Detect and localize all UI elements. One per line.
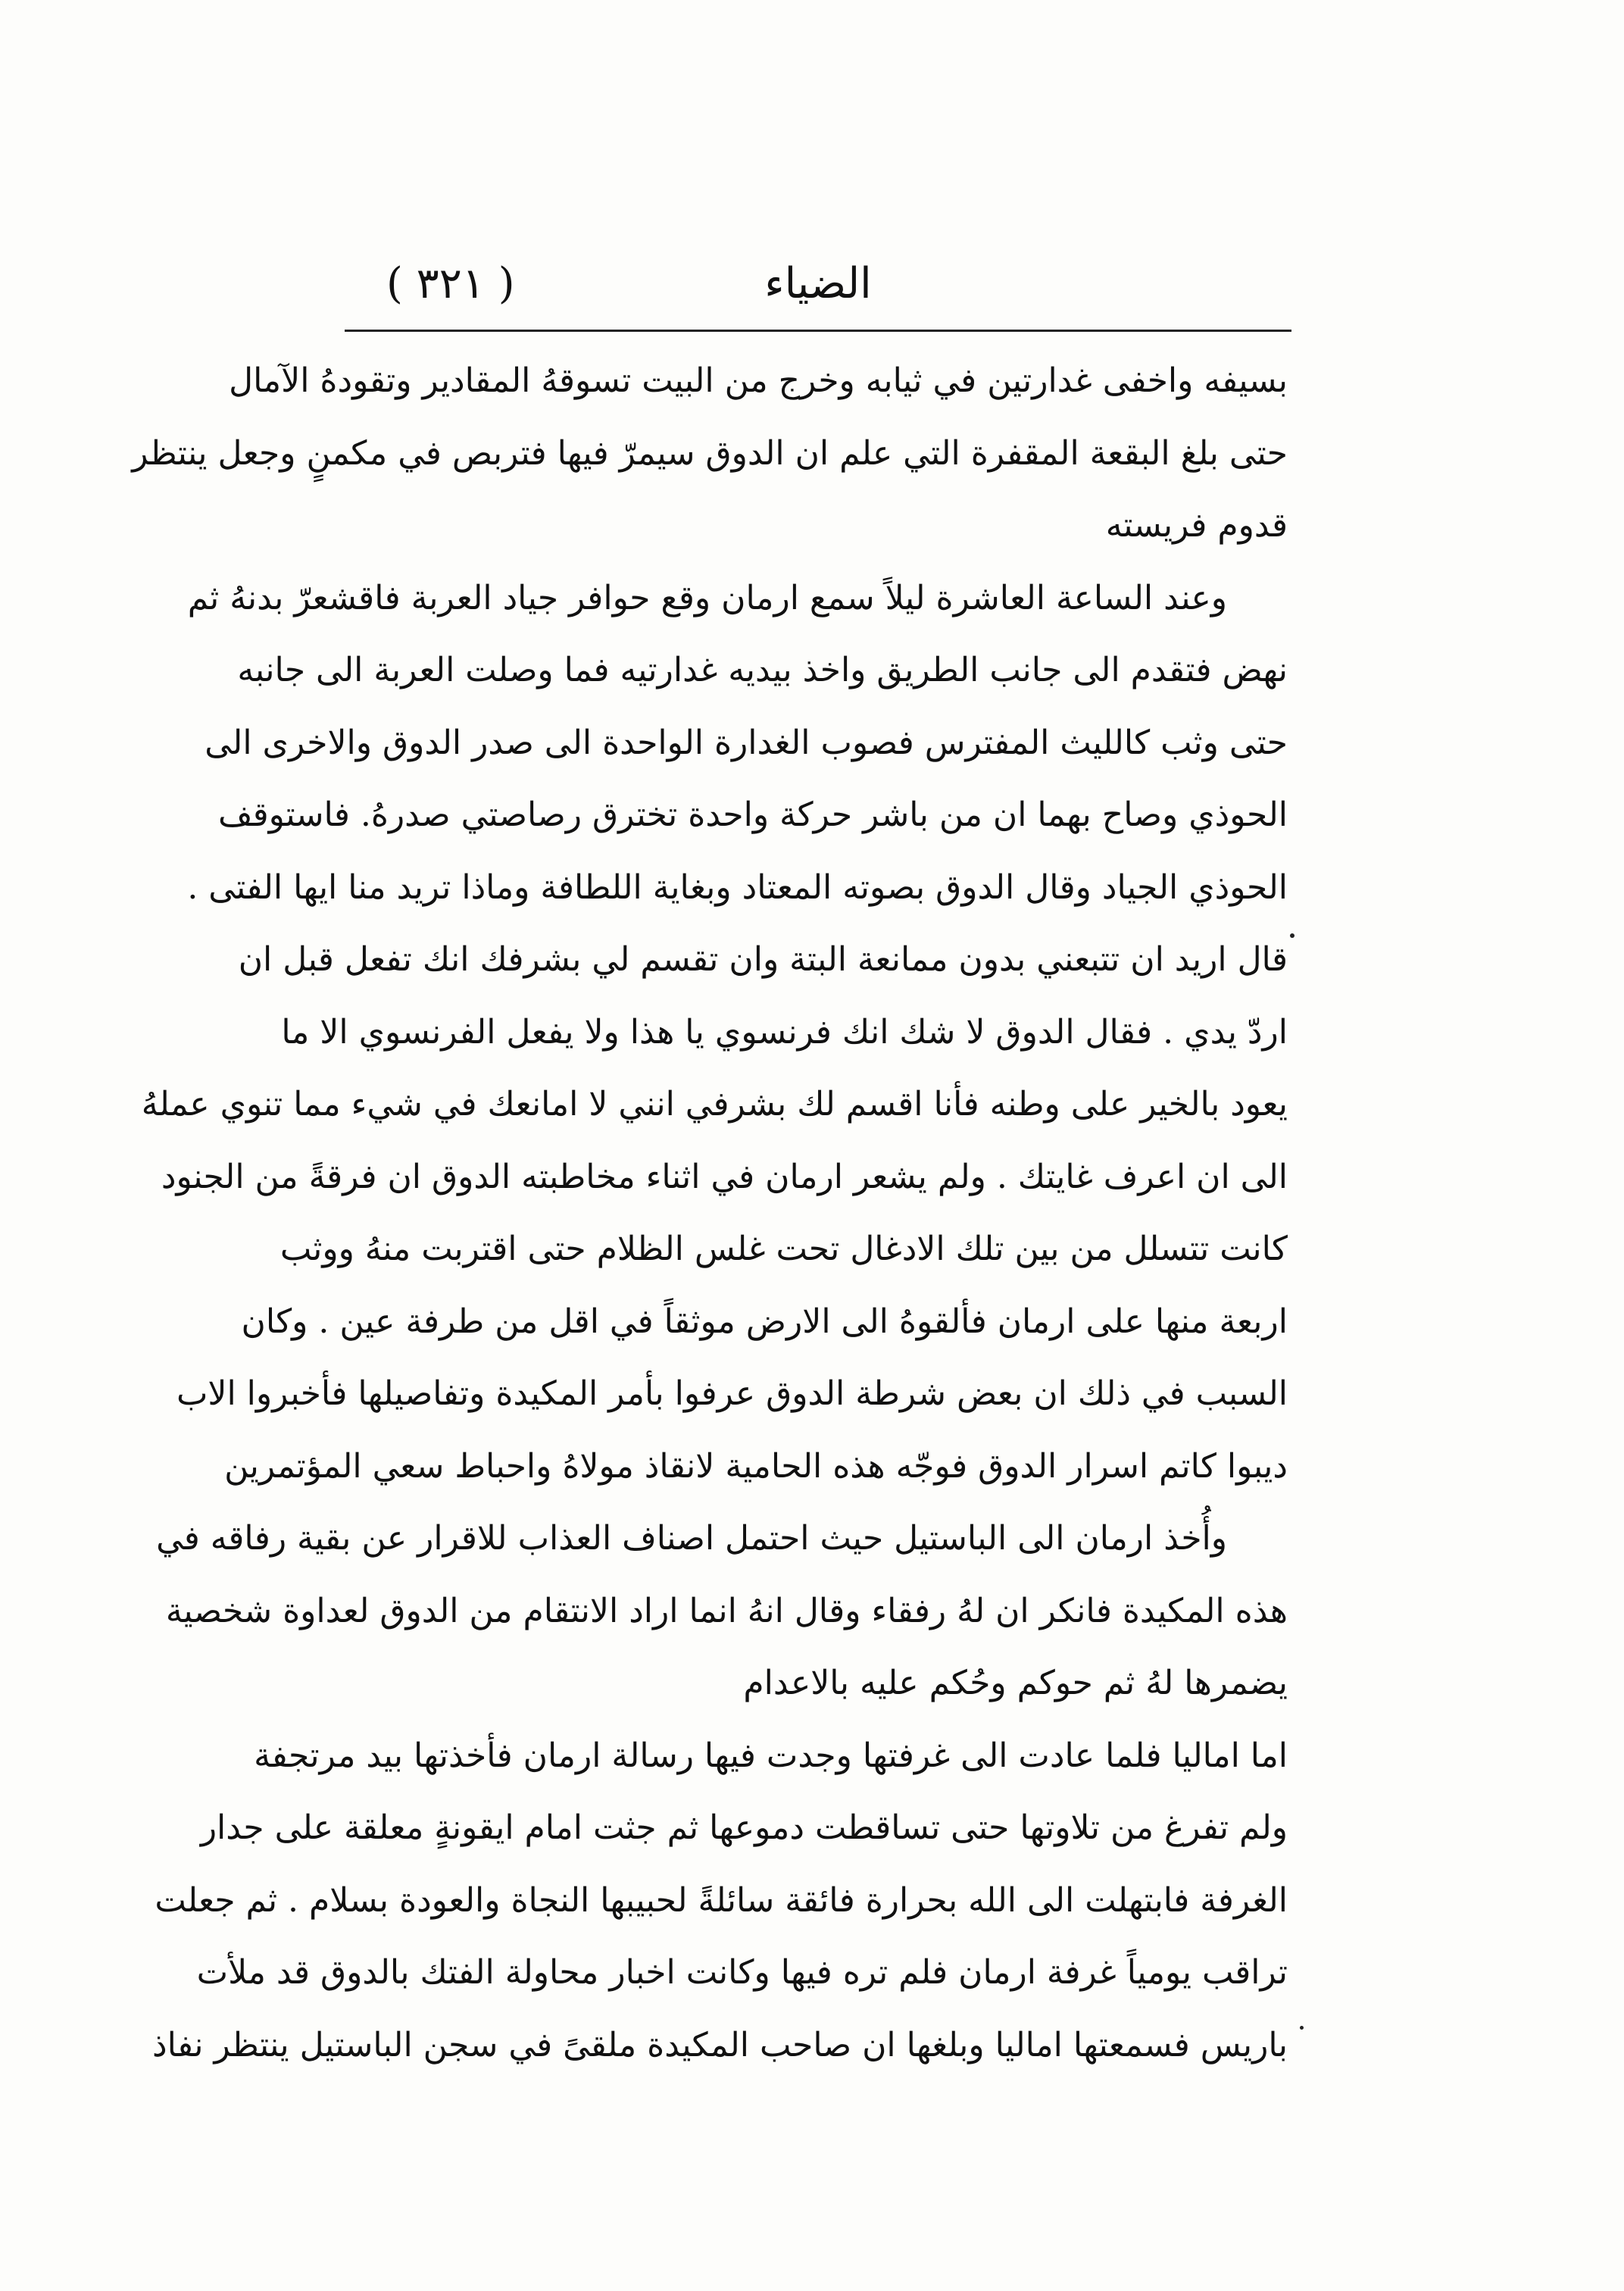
text-line: الحوذي وصاح بهما ان من باشر حركة واحدة تخترق رصاصتي صدرهُ. فاستوقف [218,795,1288,834]
text-line: السبب في ذلك ان بعض شرطة الدوق عرفوا بأمر المكيدة وتفاصيلها فأخبروا الاب [176,1374,1288,1413]
text-line: اما اماليا فلما عادت الى غرفتها وجدت فيها رسالة ارمان فأخذتها بيد مرتجفة [254,1736,1288,1775]
text-line: يعود بالخير على وطنه فأنا اقسم لك بشرفي انني لا امانعك في شيء مما تنوي عملهُ [141,1085,1288,1124]
text-line: وعند الساعة العاشرة ليلاً سمع ارمان وقع حوافر جياد العربة فاقشعرّ بدنهُ ثم [187,578,1227,617]
text-line: يضمرها لهُ ثم حوكم وحُكم عليه بالاعدام [743,1664,1288,1702]
running-title: الضياء [764,259,872,308]
text-line: ولم تفرغ من تلاوتها حتى تساقطت دموعها ثم جثت امام ايقونةٍ معلقة على جدار [200,1808,1288,1847]
text-line: الحوذي الجياد وقال الدوق بصوته المعتاد وبغاية اللطافة وماذا تريد منا ايها الفتى . [187,867,1288,907]
text-line: الغرفة فابتهلت الى الله بحرارة فائقة سائلةً لحبيبها النجاة والعودة بسلام . ثم جعلت [155,1880,1288,1920]
text-line: كانت تتسلل من بين تلك الادغال تحت غلس الظلام حتى اقتربت منهُ ووثب [280,1230,1288,1268]
text-line: نهض فتقدم الى جانب الطريق واخذ بيديه غدارتيه فما وصلت العربة الى جانبه [237,651,1288,689]
page-number: ( ٣٢١ ) [386,259,515,308]
text-line: تراقب يومياً غرفة ارمان فلم تره فيها وكانت اخبار محاولة الفتك بالدوق قد ملأت [196,1953,1288,1992]
text-line: باريس فسمعتها اماليا وبلغها ان صاحب المكيدة ملقىً في سجن الباستيل ينتظر نفاذ [151,2025,1288,2064]
text-line: الى ان اعرف غايتك . ولم يشعر ارمان في اثناء مخاطبته الدوق ان فرقةً من الجنود [161,1157,1288,1196]
header-rule [345,330,1291,332]
text-line: حتى وثب كالليث المفترس فصوب الغدارة الواحدة الى صدر الدوق والاخرى الى [205,723,1288,762]
text-line: اردّ يدي . فقال الدوق لا شك انك فرنسوي يا هذا ولا يفعل الفرنسوي الا ما [281,1012,1288,1052]
text-line: هذه المكيدة فانكر ان لهُ رفقاء وقال انهُ انما اراد الانتقام من الدوق لعداوة شخصية [165,1591,1288,1630]
margin-mark [1300,2026,1304,2030]
margin-mark [1290,933,1295,938]
page-header [348,250,1288,318]
text-line: بسيفه واخفى غدارتين في ثيابه وخرج من البيت تسوقهُ المقادير وتقودهُ الآمال [229,361,1288,400]
text-line: قدوم فريسته [1105,506,1288,545]
text-line: قال اريد ان تتبعني بدون ممانعة البتة وان تقسم لي بشرفك انك تفعل قبل ان [238,940,1288,979]
text-line: حتى بلغ البقعة المقفرة التي علم ان الدوق سيمرّ فيها فتربص في مكمنٍ وجعل ينتظر [132,433,1288,473]
text-line: اربعة منها على ارمان فألقوهُ الى الارض موثقاً في اقل من طرفة عين . وكان [241,1302,1288,1341]
text-line: وأُخذ ارمان الى الباستيل حيث احتمل اصناف العذاب للاقرار عن بقية رفاقه في [156,1519,1227,1558]
body-text [132,345,1288,2081]
text-line: ديبوا كاتم اسرار الدوق فوجّه هذه الحامية لانقاذ مولاهُ واحباط سعي المؤتمرين [224,1446,1288,1486]
